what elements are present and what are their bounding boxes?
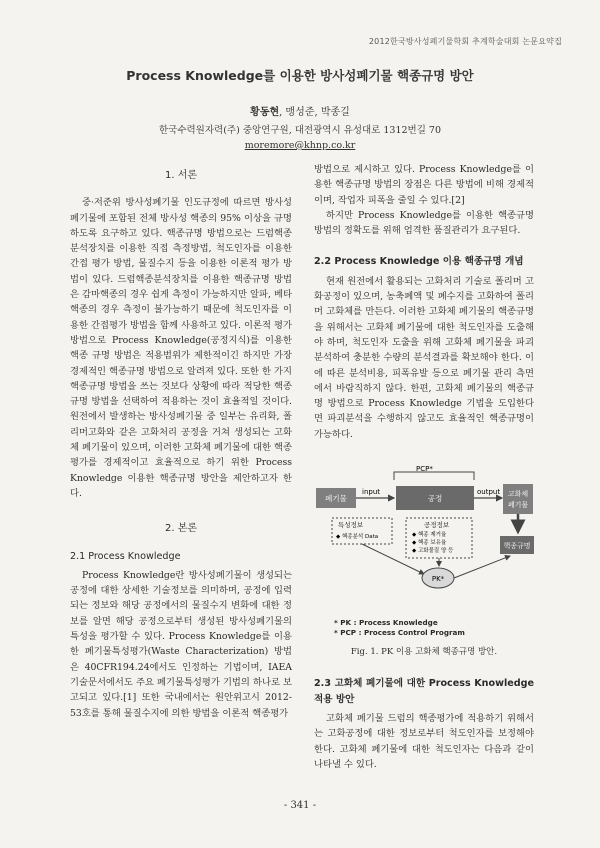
proc-info-item: ◆ 고화물질 양 등 [412,548,454,555]
solid-waste-box [503,484,533,514]
pcp-label: PCP* [416,466,433,474]
section-heading-2-2: 2.2 Process Knowledge 이용 핵종규명 개념 [314,256,524,268]
note-pcp: * PCP : Process Control Program [334,627,465,637]
pcp-bracket [394,472,474,480]
s21-paragraph: Process Knowledge란 방사성폐기물이 생성되는 공정에 대한 상세한 기술정보를 의미하며, 공정에 입력되는 정보와 해당 공정에서의 물질수지 변화에 대한 정보를 알면 해당 공정으로부터 생성된 방사성폐기물의 특성을 평가할 수 있다. Process Knowledge를 이용한 폐기물특성평가(Waste Characterization) 방법은 40CFR194.24에서도 인정하는 기법이며, IAEA 기술문서에서도 주요 폐기물특성평가 기법의 하나로 보고되고 있다.[1] 또한 국내에서는 원안위고시 2012-53호를 통해 물질수지에 의한 방법을 이론적 핵종평가 [70,569,292,719]
s21-continued-paragraph: 방법으로 제시하고 있다. Process Knowledge를 이용한 핵종규명 방법의 장점은 다른 방법에 비해 경제적이며, 작업자 피폭을 줄일 수 있다.[2] [314,164,534,206]
authors [0,103,600,118]
s23-paragraph: 고화체 폐기물 드럼의 핵종평가에 적용하기 위해서는 고화공정에 대한 정보로부터 척도인자를 보정해야 한다. 고화체 폐기물에 대한 척도인자는 다음과 같이 나타낼 수 있다. [314,712,534,770]
waste-label: 폐기물 [325,494,347,504]
note-pk: * PK : Process Knowledge [334,618,438,628]
section-heading-body: 2. 본론 [164,523,198,535]
right-column [314,162,534,772]
page-number: - 341 - [283,800,317,811]
section-heading-intro: 1. 서론 [164,170,198,181]
solid-waste-label-2: 폐기물 [507,501,529,510]
proc-info-title: 공정정보 [424,521,450,530]
char-info-item: ◆ 핵종분석 Data [336,534,379,541]
figure-pk-diagram [314,466,534,616]
output-label: output [477,488,501,497]
affiliation: 한국수력원자력(주) 중앙연구원, 대전광역시 유성대로 1312번길 70 [158,125,442,136]
solid-waste-label-1: 고화체 [507,490,529,499]
pk-label: PK* [431,575,445,584]
s21-quality-paragraph: 하지만 Process Knowledge를 이용한 핵종규명 방법의 정확도를 위해 엄격한 품질관리가 요구된다. [314,209,534,237]
lead-author: 황동현 [250,107,280,118]
paper-title: Process Knowledge를 이용한 방사성폐기물 핵종규명 방안 [126,68,474,83]
s22-paragraph: 현재 원전에서 활용되는 고화처리 기술로 폴리머 고화공정이 있으며, 농축폐액 및 폐수지를 고화하여 폴리머 고화체를 만든다. 이러한 고화체 폐기물의 핵종규명을 위해서는 고화체 폐기물에 대한 척도인자를 도출해야 하며, 척도인자 도출을 위해 고화체 폐기물을 파괴분석하여 충분한 수량의 분석결과를 확보해야 한다. 이에 따른 분석비용, 피폭유발 등으로 폐기물 관리 측면에서 바람직하지 않다. 한편, 고화체 폐기물의 핵종규명 방법으로 Process Knowledge 기법을 도입한다면 파괴분석을 수행하지 않고도 효율적인 핵종규명이 가능하다. [314,275,534,440]
proc-info-item: ◆ 핵종 보유율 [412,540,447,547]
figure-caption: Fig. 1. PK 이용 고화체 핵종규명 방안. [350,647,498,658]
nuclide-id-label: 핵종규명 [503,542,531,551]
pk-to-id-arrow [454,556,510,578]
running-header: 2012한국방사성폐기물학회 추계학술대회 논문요약집 [368,37,562,46]
section-heading-2-3: 2.3 고화체 폐기물에 대한 Process Knowledge 적용 방안 [314,678,534,705]
process-label: 공정 [427,494,443,504]
char-info-title: 특성정보 [338,521,364,530]
proc-info-item: ◆ 핵종 제거율 [412,532,447,539]
co-authors: , 맹성준, 박종길 [279,107,350,118]
intro-paragraph: 중·저준위 방사성폐기물 인도규정에 따르면 방사성폐기물에 포함된 전체 방사성 핵종의 95% 이상을 규명하도록 요구하고 있다. 핵종규명 방법으로는 드럼핵종분석장치를 이용한 직접 측정방법, 척도인자를 이용한 간접 평가 방법, 물질수지 등을 이용한 이론적 평가 방법이 있다. 드럼핵종분석장치를 이용한 핵종규명 방법은 감마핵종의 경우 쉽게 측정이 가능하지만 알파, 베타핵종의 경우 측정이 불가능하기 때문에 척도인자를 이용한 간접평가 방법을 함께 사용하고 있다. 이론적 평가 방법으로 Process Knowledge(공정지식)를 이용한 핵종 규명 방법은 적용범위가 제한적이긴 하지만 가장 경제적인 핵종규명 방법으로 알려져 있다. 또한 한 가지 핵종규명 방법을 쓰는 것보다 상황에 따라 적당한 핵종규명 방법을 선택하여 적용하는 것이 효율적일 것이다. 원전에서 발생하는 방사성폐기물 중 일부는 유리화, 폴리머고화와 같은 고화처리 공정을 거쳐 생성되는 고화체 폐기물이 있으며, 이러한 고화체 폐기물에 대한 핵종평가를 경제적이고 효율적으로 하기 위한 Process Knowledge 이용한 핵종규명 방안을 제안하고자 한다. [70,197,292,499]
section-heading-2-1: 2.1 Process Knowledge [70,550,181,562]
input-label: input [362,488,381,497]
left-column [70,162,292,721]
email-link[interactable]: moremore@khnp.co.kr [244,140,356,151]
pk-diagram-svg [314,466,534,616]
